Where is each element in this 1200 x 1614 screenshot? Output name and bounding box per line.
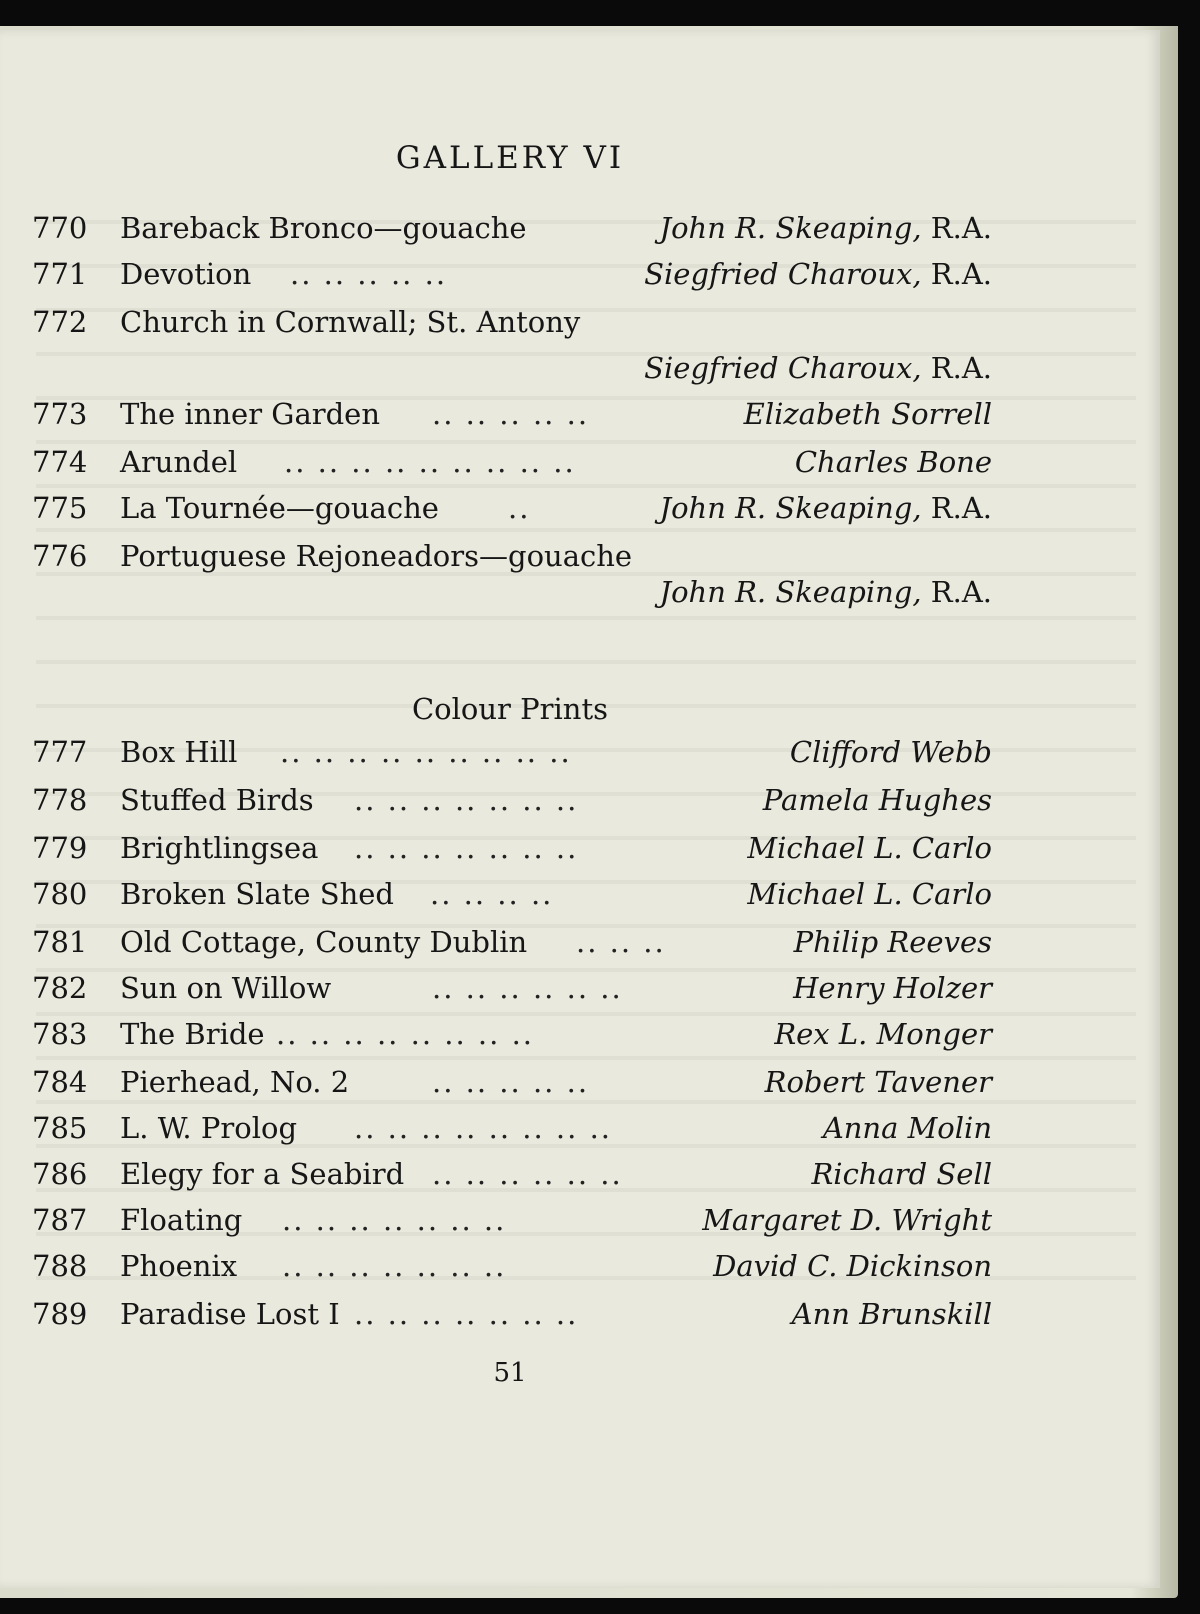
dot-leader: .. .. .. .. .. [432,1065,590,1099]
entry-number: 773 [32,397,88,431]
catalogue-entry [32,730,992,774]
artist-suffix: R.A. [921,211,992,245]
artist-name: Richard Sell [811,1157,992,1191]
dot-leader: .. .. .. .. .. .. [432,1157,623,1191]
entry-title: Old Cottage, County Dublin [120,925,528,959]
entry-title: Broken Slate Shed [120,877,394,911]
entry-number: 778 [32,783,88,817]
entry-title: Devotion [120,257,252,291]
dot-leader: .. .. .. .. .. .. .. [282,1203,507,1237]
entry-title: Brightlingsea [120,831,319,865]
entry-number: 785 [32,1111,88,1145]
artist-name: Anna Molin [822,1111,992,1145]
entry-artist [659,570,992,614]
catalogue-entry [32,252,992,296]
entry-title: Stuffed Birds [120,783,314,817]
entry-number: 780 [32,877,88,911]
entry-title: Phoenix [120,1249,238,1283]
entry-title: L. W. Prolog [120,1111,298,1145]
dot-leader: .. .. .. [576,925,666,959]
catalogue-entry [32,966,992,1010]
entry-title: The inner Garden [120,397,380,431]
catalogue-entry-continuation [32,346,992,390]
gallery-title: GALLERY VI [395,140,625,176]
page-content [0,30,1160,1588]
entry-artist [774,1012,992,1056]
entry-title: Pierhead, No. 2 [120,1065,350,1099]
catalogue-entry [32,1244,992,1288]
entry-number: 772 [32,305,88,339]
entry-number: 776 [32,539,88,573]
entry-number: 779 [32,831,88,865]
artist-name: Robert Tavener [764,1065,992,1099]
artist-name: Ann Brunskill [791,1297,992,1331]
artist-name: John R. Skeaping, [659,575,922,609]
catalogue-entry [32,300,992,344]
artist-name: Pamela Hughes [762,783,992,817]
dot-leader: .. .. .. .. .. .. .. .. .. [280,735,572,769]
artist-suffix: R.A. [921,575,992,609]
artist-name: Charles Bone [794,445,992,479]
artist-name: Michael L. Carlo [747,877,992,911]
catalogue-entry [32,826,992,870]
artist-suffix: R.A. [921,351,992,385]
catalogue-entry [32,1198,992,1242]
entry-artist [702,1198,992,1242]
entry-title: Portuguese Rejoneadors—gouache [120,539,633,573]
dot-leader: .. .. .. .. .. .. .. [282,1249,507,1283]
entry-artist [747,826,992,870]
entry-number: 784 [32,1065,88,1099]
entry-artist [644,252,992,296]
catalogue-entry [32,440,992,484]
entry-number: 788 [32,1249,88,1283]
entry-number: 774 [32,445,88,479]
catalogue-entry [32,1106,992,1150]
dot-leader: .. .. .. .. [430,877,554,911]
entry-title: Sun on Willow [120,971,332,1005]
dot-leader: .. .. .. .. .. [432,397,590,431]
artist-name: Siegfried Charoux, [644,351,922,385]
catalogue-entry [32,920,992,964]
entry-artist [790,730,992,774]
entry-number: 771 [32,257,88,291]
entry-number: 775 [32,491,88,525]
entry-artist [795,440,992,484]
artist-suffix: R.A. [921,257,992,291]
artist-name: Clifford Webb [789,735,992,769]
entry-number: 787 [32,1203,88,1237]
catalogue-entry [32,778,992,822]
artist-suffix: R.A. [921,491,992,525]
artist-name: John R. Skeaping, [659,491,922,525]
artist-name: Rex L. Monger [774,1017,992,1051]
entry-artist [794,920,992,964]
entry-artist [747,872,992,916]
catalogue-entry [32,1060,992,1104]
entry-artist [823,1106,992,1150]
catalogue-entry [32,1292,992,1336]
entry-number: 786 [32,1157,88,1191]
dot-leader: .. .. .. .. .. .. [432,971,623,1005]
catalogue-entry [32,206,992,250]
dot-leader: .. .. .. .. .. .. .. .. .. [284,445,576,479]
dot-leader: .. .. .. .. .. [290,257,448,291]
entry-title: The Bride [120,1017,265,1051]
entry-artist [644,346,992,390]
entry-title: La Tournée—gouache [120,491,439,525]
artist-name: Henry Holzer [793,971,992,1005]
entry-artist [763,778,992,822]
section-title: Colour Prints [411,692,608,726]
entry-number: 782 [32,971,88,1005]
dot-leader: .. .. .. .. .. .. .. .. [276,1017,535,1051]
entry-title: Paradise Lost I [120,1297,340,1331]
dot-leader: .. .. .. .. .. .. .. [354,783,579,817]
entry-title: Church in Cornwall; St. Antony [120,305,581,339]
entry-artist [744,392,992,436]
entry-title: Elegy for a Seabird [120,1157,405,1191]
artist-name: Elizabeth Sorrell [743,397,992,431]
entry-number: 789 [32,1297,88,1331]
entry-number: 777 [32,735,88,769]
dot-leader: .. .. .. .. .. .. .. .. [354,1111,613,1145]
artist-name: Philip Reeves [793,925,992,959]
entry-artist [765,1060,992,1104]
artist-name: Siegfried Charoux, [644,257,922,291]
artist-name: Margaret D. Wright [702,1203,992,1237]
artist-name: John R. Skeaping, [659,211,922,245]
page-number: 51 [493,1358,527,1388]
book-page [0,30,1160,1588]
entry-artist [811,1152,992,1196]
entry-artist [659,206,992,250]
catalogue-entry-continuation [32,570,992,614]
entry-number: 770 [32,211,88,245]
dot-leader: .. .. .. .. .. .. .. [354,831,579,865]
entry-artist [793,966,992,1010]
entry-number: 781 [32,925,88,959]
artist-name: Michael L. Carlo [747,831,992,865]
entry-title: Floating [120,1203,243,1237]
catalogue-entry [32,486,992,530]
catalogue-entry [32,392,992,436]
entry-artist [659,486,992,530]
entry-artist [713,1244,992,1288]
catalogue-entry [32,1152,992,1196]
catalogue-entry [32,872,992,916]
dot-leader: .. .. .. .. .. .. .. [354,1297,579,1331]
artist-name: David C. Dickinson [713,1249,992,1283]
entry-title: Bareback Bronco—gouache [120,211,527,245]
entry-title: Box Hill [120,735,238,769]
dot-leader: .. [508,491,531,525]
catalogue-entry [32,1012,992,1056]
entry-number: 783 [32,1017,88,1051]
entry-artist [792,1292,992,1336]
entry-title: Arundel [120,445,238,479]
